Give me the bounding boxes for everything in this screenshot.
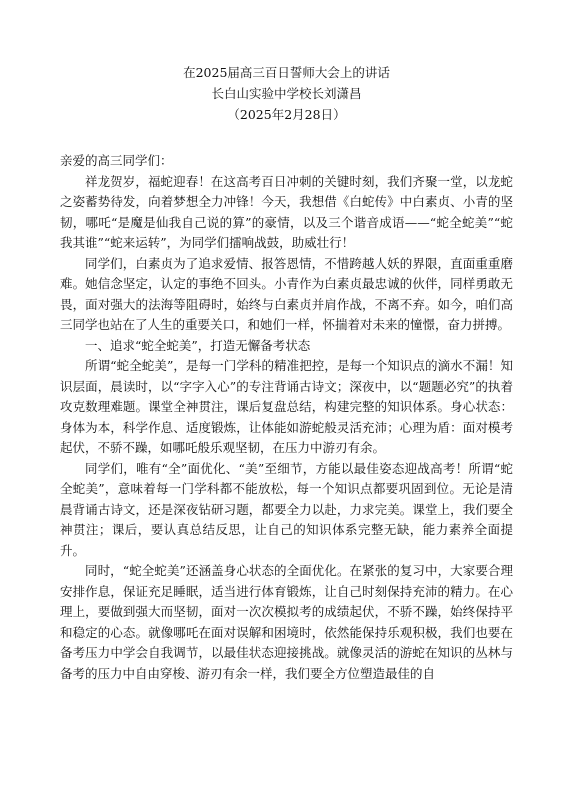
paragraph-opening: 祥龙贺岁，福蛇迎春！在这高考百日冲刺的关键时刻，我们齐聚一堂，以龙蛇之姿蓄势待发，向着梦想全力冲锋！今天，我想借《白蛇传》中白素贞、小青的坚韧，哪吒“是魔是仙我自己说的算”的豪情，以及三个谐音成语——“蛇全蛇美”“蛇我其谁”“蛇来运转”，为同学们擂响战鼓，助威壮行！: [60, 173, 513, 250]
paragraph-white-snake: 同学们，白素贞为了追求爱情、报答恩情，不惜跨越人妖的界限，直面重重磨难。她信念坚定，认定的事绝不回头。小青作为白素贞最忠诚的伙伴，同样勇敢无畏，面对强大的法海等阻碍时，始终与白素贞并肩作战，不离不弃。如今，咱们高三同学也站在了人生的重要关口，和她们一样，怀揣着对未来的憧憬，奋力拼搏。: [60, 255, 513, 332]
speech-title: 在2025届高三百日誓师大会上的讲话: [183, 65, 390, 80]
greeting: 亲爱的高三同学们：: [60, 153, 173, 168]
paragraph-section1-a: 所谓“蛇全蛇美”，是每一门学科的精准把控，是每一个知识点的滴水不漏！知识层面，晨读时，以“字字入心”的专注背诵古诗文；深夜中，以“题题必究”的执着攻克数理难题。课堂全神贯注，课后复盘总结，构建完整的知识体系。身心状态：身体为本，科学作息、适度锻炼，让体能如游蛇般灵活充沛；心理为盾：面对模考起伏，不骄不躁，如哪吒般乐观坚韧，在压力中游刃有余。: [60, 358, 513, 455]
paragraph-section1-c: 同时，“蛇全蛇美”还涵盖身心状态的全面优化。在紧张的复习中，大家要合理安排作息，保证充足睡眠，适当进行体育锻炼，让自己时刻保持充沛的精力。在心理上，要做到强大而坚韧，面对一次次模拟考的成绩起伏，不骄不躁，始终保持平和稳定的心态。就像哪吒在面对误解和困境时，依然能保持乐观积极，我们也要在备考压力中学会自我调节，以最佳状态迎接挑战。就像灵活的游蛇在知识的丛林与备考的压力中自由穿梭、游刃有余一样，我们要全方位塑造最佳的自: [60, 563, 513, 681]
paragraph-section1-b: 同学们，唯有“全”面优化、“美”至细节，方能以最佳姿态迎战高考！所谓“蛇全蛇美”，意味着每一门学科都不能放松，每一个知识点都要巩固到位。无论是清晨背诵古诗文，还是深夜钻研习题，都要全力以赴，力求完美。课堂上，我们要全神贯注；课后，要认真总结反思，让自己的知识体系完整无缺，能力素养全面提升。: [60, 460, 513, 558]
section-heading-1: 一、追求“蛇全蛇美”，打造无懈备考状态: [85, 337, 311, 353]
speech-author: 长白山实验中学校长刘潇昌: [211, 86, 362, 101]
speech-date: （2025年2月28日）: [227, 107, 346, 122]
